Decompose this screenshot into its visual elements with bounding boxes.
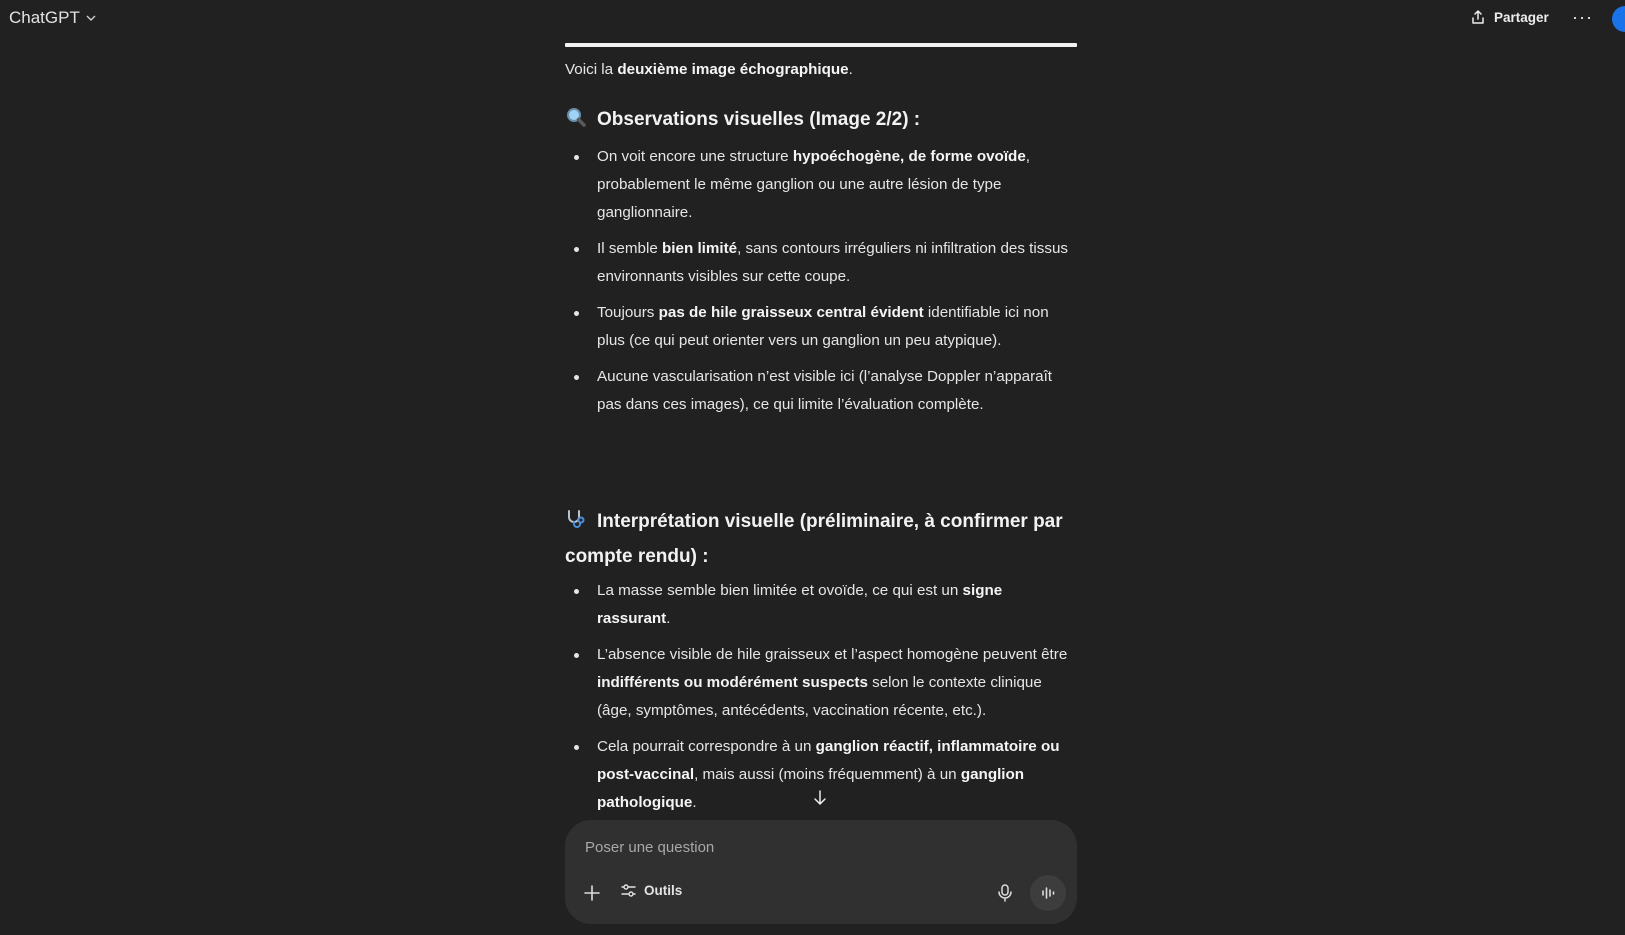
model-selector[interactable] <box>9 8 97 28</box>
avatar[interactable] <box>1612 6 1625 32</box>
spacer <box>565 427 1077 506</box>
list-item <box>565 363 1077 419</box>
text-run: selon le contexte clinique (âge, symptômes, antécédents, vaccination récente, etc.). <box>597 674 1042 719</box>
microphone-icon <box>994 882 1016 904</box>
assistant-message <box>565 56 1077 825</box>
text-run: Toujours <box>597 304 659 321</box>
section-title-text: Interprétation visuelle (préliminaire, à confirmer par compte rendu) : <box>565 511 1063 567</box>
text-run: , probablement le même ganglion ou une autre lésion de type ganglionnaire. <box>597 148 1031 221</box>
add-button[interactable] <box>581 882 603 904</box>
bullet-list <box>565 143 1077 419</box>
bold-text: ganglion pathologique <box>597 766 1025 811</box>
text-run: , sans contours irréguliers ni infiltration des tissus environnants visibles sur cette coupe. <box>597 240 1069 285</box>
section-observations <box>565 104 1077 419</box>
text-run: . <box>848 61 853 78</box>
bold-text: indifférents ou modérément suspects <box>597 674 868 691</box>
sliders-icon <box>620 882 637 899</box>
plus-icon <box>581 882 603 904</box>
text-run: . <box>692 794 697 811</box>
bold-text: pas de hile graisseux central évident <box>658 304 924 321</box>
microphone-button[interactable] <box>994 882 1016 904</box>
magnifier-icon <box>565 106 589 139</box>
list-item <box>565 641 1077 725</box>
share-button[interactable] <box>1470 9 1549 25</box>
text-run: Cela pourrait correspondre à un <box>597 738 816 755</box>
text-run: Voici la <box>565 61 618 78</box>
text-run: L’absence visible de hile graisseux et l’aspect homogène peuvent être <box>597 646 1068 663</box>
arrow-down-icon <box>812 788 828 808</box>
section-interpretation <box>565 506 1077 817</box>
bold-text: hypoéchogène, de forme ovoïde <box>792 148 1026 165</box>
text-run: , mais aussi (moins fréquemment) à un <box>694 766 961 783</box>
text-run: La masse semble bien limitée et ovoïde, ce qui est un <box>597 582 963 599</box>
bold-text: ganglion réactif, inflammatoire ou post-vaccinal <box>597 738 1060 783</box>
prompt-input[interactable] <box>585 835 1055 859</box>
text-run: . <box>666 610 671 627</box>
scroll-down-button[interactable] <box>812 788 828 808</box>
text-run: Aucune vascularisation n’est visible ici (l’analyse Doppler n’apparaît pas dans ces images), ce qui limite l’évaluation complète. <box>597 368 1053 413</box>
voice-mode-button[interactable] <box>1030 875 1066 911</box>
chevron-down-icon <box>85 12 97 24</box>
bold-text: deuxième image échographique <box>617 61 849 78</box>
top-bar <box>0 0 1625 38</box>
text-run: identifiable ici non plus (ce qui peut orienter vers un ganglion un peu atypique). <box>597 304 1049 349</box>
list-item <box>565 235 1077 291</box>
bullet-list <box>565 577 1077 817</box>
waveform-icon <box>1040 885 1056 901</box>
more-options-button[interactable]: ··· <box>1572 7 1593 27</box>
text-run: On voit encore une structure <box>597 148 793 165</box>
section-title-text: Observations visuelles (Image 2/2) : <box>597 109 921 130</box>
bold-text: signe rassurant <box>597 582 1003 627</box>
composer <box>565 820 1077 924</box>
stethoscope-icon <box>565 508 589 541</box>
share-icon <box>1470 9 1486 25</box>
tools-button[interactable] <box>620 882 682 899</box>
text-run: Il semble <box>597 240 662 257</box>
brand-label: ChatGPT <box>9 8 80 27</box>
list-item <box>565 143 1077 227</box>
tools-label: Outils <box>644 883 683 898</box>
divider <box>565 43 1077 47</box>
list-item <box>565 577 1077 633</box>
section-title <box>565 104 1077 139</box>
message-intro <box>565 56 1077 84</box>
share-label: Partager <box>1494 9 1549 25</box>
bold-text: bien limité <box>662 240 738 257</box>
list-item <box>565 299 1077 355</box>
section-title <box>565 506 1077 573</box>
